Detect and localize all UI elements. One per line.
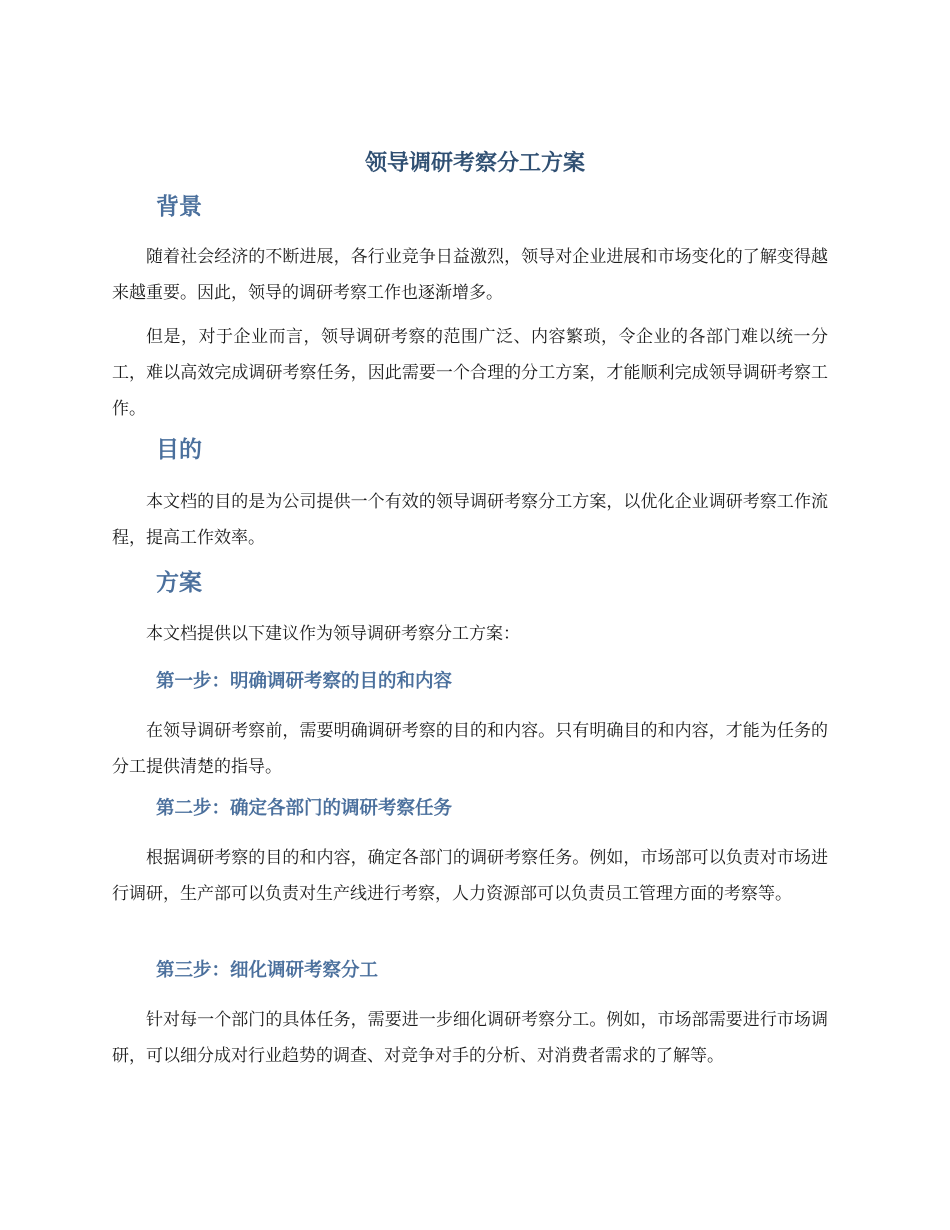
step-heading-3: 第三步：细化调研考察分工 <box>156 960 379 981</box>
section-heading-purpose: 目的 <box>156 437 202 463</box>
step-heading-2: 第二步：确定各部门的调研考察任务 <box>156 798 453 819</box>
step-heading-1: 第一步：明确调研考察的目的和内容 <box>156 671 453 692</box>
paragraph: 在领导调研考察前，需要明确调研考察的目的和内容。只有明确目的和内容，才能为任务的分工提供清楚的指导。 <box>112 721 828 777</box>
document-title: 领导调研考察分工方案 <box>364 151 585 176</box>
paragraph: 根据调研考察的目的和内容，确定各部门的调研考察任务。例如，市场部可以负责对市场进行调研，生产部可以负责对生产线进行考察，人力资源部可以负责员工管理方面的考察等。 <box>112 848 828 904</box>
section-heading-background: 背景 <box>156 194 202 220</box>
paragraph: 本文档的目的是为公司提供一个有效的领导调研考察分工方案，以优化企业调研考察工作流程，提高工作效率。 <box>112 492 828 548</box>
paragraph: 针对每一个部门的具体任务，需要进一步细化调研考察分工。例如，市场部需要进行市场调研，可以细分成对行业趋势的调查、对竞争对手的分析、对消费者需求的了解等。 <box>112 1010 828 1066</box>
section-heading-plan: 方案 <box>156 570 202 596</box>
paragraph: 但是，对于企业而言，领导调研考察的范围广泛、内容繁琐，令企业的各部门难以统一分工，难以高效完成调研考察任务，因此需要一个合理的分工方案，才能顺利完成领导调研考察工作。 <box>112 327 828 419</box>
paragraph: 本文档提供以下建议作为领导调研考察分工方案： <box>146 624 520 644</box>
paragraph: 随着社会经济的不断进展，各行业竞争日益激烈，领导对企业进展和市场变化的了解变得越来越重要。因此，领导的调研考察工作也逐渐增多。 <box>112 247 828 303</box>
